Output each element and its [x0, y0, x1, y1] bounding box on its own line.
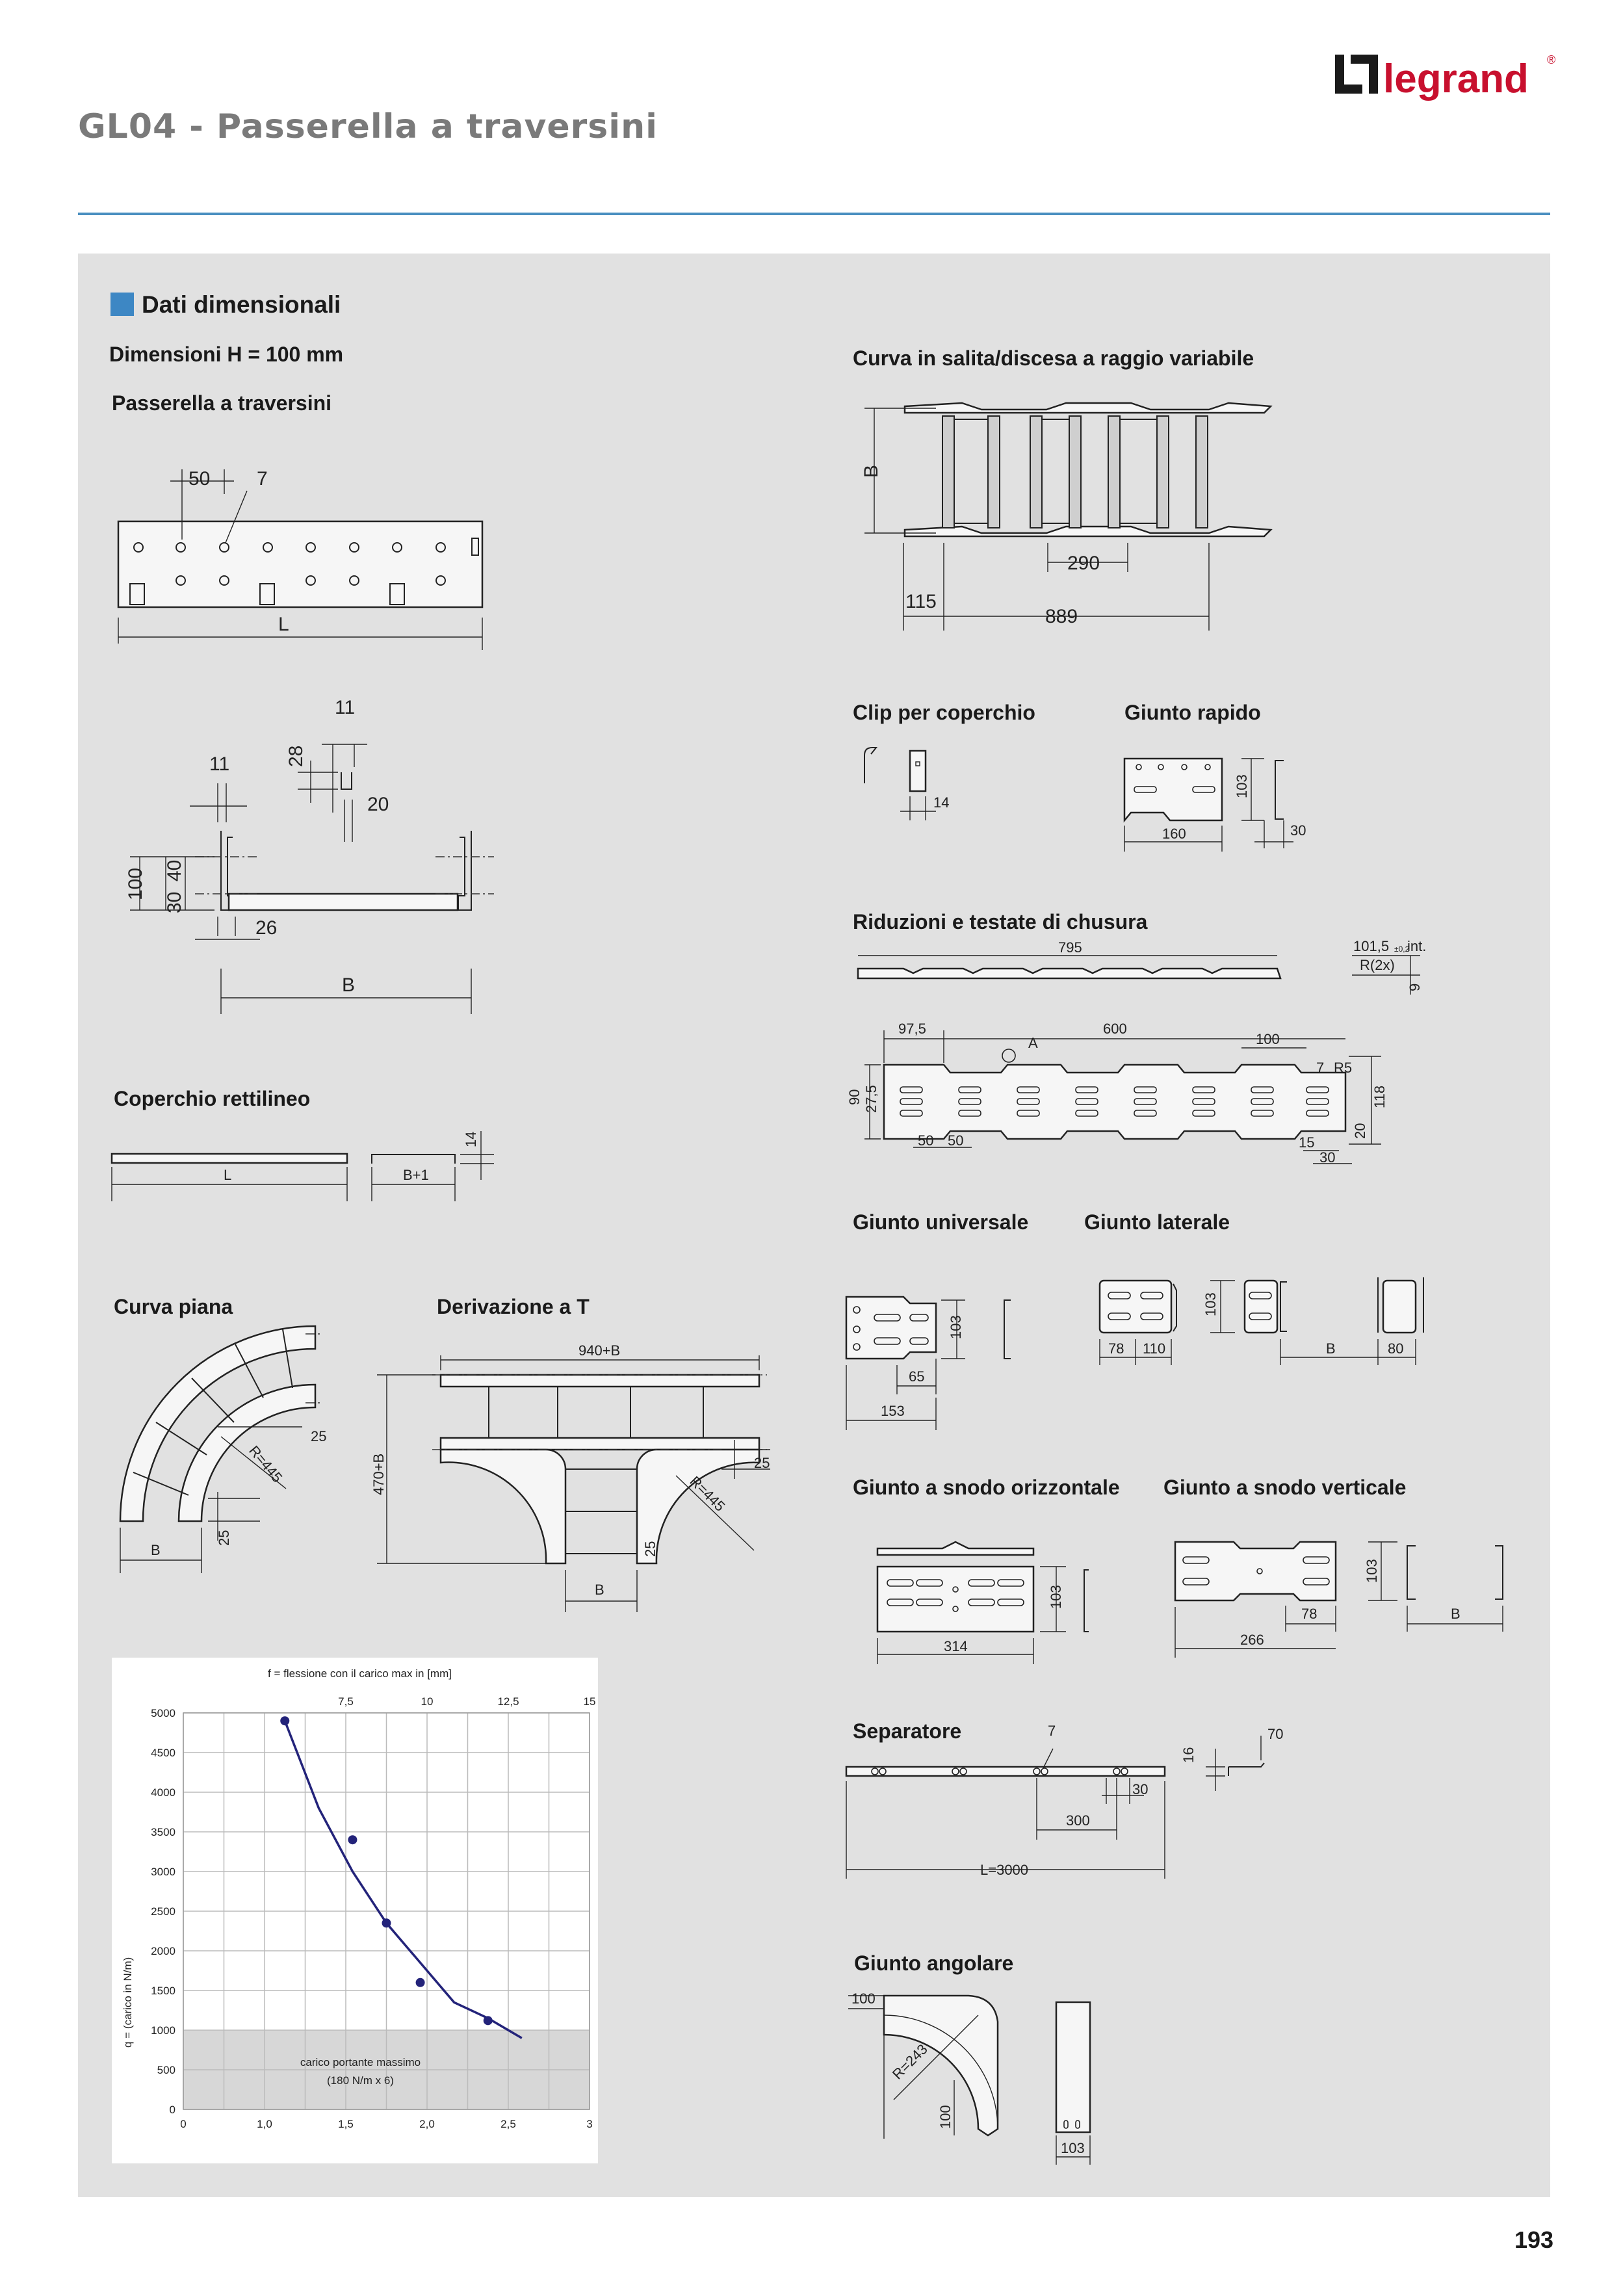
chart-xtick-label: 0: [180, 2118, 187, 2130]
dim-20: 20: [367, 794, 389, 815]
dim-L: L: [278, 614, 289, 635]
chart-annotation-line: carico portante massimo: [300, 2056, 421, 2068]
dim-R243: R=243: [889, 2041, 931, 2083]
dim-100-rid: 100: [1256, 1031, 1280, 1047]
giunto-universale-drawing: [846, 1297, 1011, 1430]
dim-50-a: 50: [918, 1132, 934, 1149]
chart-ytick-label: 4500: [151, 1747, 175, 1759]
dim-tolerance: ±0,2: [1394, 945, 1410, 954]
chart-ytick-label: 500: [157, 2064, 175, 2076]
derivazione-drawing: [370, 1342, 770, 1612]
chart-annotation-line: (180 N/m x 6): [327, 2074, 394, 2087]
dim-30: 30: [164, 891, 185, 913]
dim-B-curva: B: [151, 1542, 161, 1558]
dim-290: 290: [1067, 553, 1100, 574]
section-title: Dati dimensionali: [142, 291, 341, 318]
dim-889: 889: [1045, 606, 1078, 627]
dim-L3000: L=3000: [980, 1862, 1029, 1878]
dim-14-coperchio: 14: [463, 1131, 479, 1147]
chart-ytick-label: 1500: [151, 1985, 175, 1997]
dim-25-deriv-b: 25: [642, 1541, 658, 1557]
page-title: GL04 - Passerella a traversini: [78, 107, 658, 146]
chart-ytick-label: 3000: [151, 1866, 175, 1878]
dim-25-curva-b: 25: [216, 1530, 232, 1546]
dim-70: 70: [1267, 1726, 1284, 1742]
dim-30-sep: 30: [1132, 1781, 1149, 1797]
dim-103-rapido: 103: [1234, 774, 1250, 798]
chart-xtick-label: 1,0: [257, 2118, 272, 2130]
dim-27-5: 27,5: [863, 1085, 879, 1113]
dim-7-rid: 7: [1316, 1060, 1325, 1076]
dim-50-b: 50: [948, 1132, 964, 1149]
dim-B-deriv: B: [595, 1582, 604, 1598]
chart-top-tick-label: 10: [421, 1695, 434, 1708]
dim-101-5: 101,5: [1353, 938, 1390, 954]
dim-30-rapido: 30: [1290, 822, 1306, 839]
dim-103-lat: 103: [1202, 1292, 1219, 1316]
clip-drawing: [864, 748, 949, 820]
dim-16: 16: [1180, 1747, 1197, 1763]
dim-100: 100: [125, 867, 146, 900]
dim-300: 300: [1066, 1812, 1090, 1829]
dim-R5: R5: [1334, 1060, 1353, 1076]
dim-103-ang: 103: [1061, 2140, 1085, 2156]
dim-11-top: 11: [335, 697, 356, 718]
dim-795: 795: [1058, 939, 1082, 956]
chart-xtick-label: 2,0: [419, 2118, 435, 2130]
section-view-drawing: [125, 697, 494, 1014]
dim-26: 26: [255, 917, 278, 939]
page-number: 193: [1514, 2226, 1554, 2253]
brand-registered: ®: [1547, 53, 1556, 66]
chart-xtick-label: 1,5: [338, 2118, 354, 2130]
chart-top-tick-label: 15: [583, 1695, 596, 1708]
label-snodo-orizzontale: Giunto a snodo orizzontale: [853, 1476, 1120, 1499]
chart-top-tick-label: 12,5: [497, 1695, 519, 1708]
dim-R445-deriv: R=445: [686, 1472, 729, 1515]
chart-ytick-label: 3500: [151, 1826, 175, 1838]
dim-115: 115: [905, 591, 937, 612]
label-passerella: Passerella a traversini: [112, 391, 332, 415]
label-curva-piana: Curva piana: [114, 1295, 233, 1318]
load-chart: [112, 1658, 598, 2163]
chart-data-point: [348, 1835, 357, 1844]
dim-153: 153: [881, 1403, 905, 1419]
dim-L-coperchio: L: [224, 1167, 232, 1183]
chart-data-point: [280, 1716, 289, 1725]
dim-97-5: 97,5: [898, 1021, 926, 1037]
dim-103-univ: 103: [948, 1315, 964, 1339]
chart-top-tick-label: 7,5: [338, 1695, 354, 1708]
chart-data-point: [382, 1918, 391, 1927]
snodo-verticale-drawing: [1175, 1542, 1503, 1658]
snodo-orizzontale-drawing: [877, 1542, 1089, 1664]
chart-ytick-label: 0: [169, 2104, 175, 2116]
giunto-laterale-drawing: [1100, 1277, 1423, 1365]
dim-B1: B+1: [403, 1167, 429, 1183]
separatore-drawing: [846, 1723, 1283, 1879]
dim-7: 7: [257, 468, 268, 489]
dim-B-section: B: [342, 974, 356, 996]
dim-30-rid: 30: [1319, 1149, 1336, 1166]
label-snodo-verticale: Giunto a snodo verticale: [1163, 1476, 1407, 1499]
label-riduzioni: Riduzioni e testate di chusura: [853, 910, 1148, 933]
dim-80: 80: [1388, 1340, 1404, 1357]
dim-160: 160: [1162, 826, 1186, 842]
dim-314: 314: [944, 1638, 968, 1654]
chart-ytick-label: 5000: [151, 1707, 175, 1719]
dim-78-lat: 78: [1108, 1340, 1124, 1357]
dim-R445-curva: R=445: [246, 1442, 286, 1486]
label-giunto-universale: Giunto universale: [853, 1210, 1029, 1234]
dim-50: 50: [188, 468, 211, 489]
dimensions-label: Dimensioni H = 100 mm: [109, 343, 344, 366]
chart-ylabel: q = (carico in N/m): [122, 1957, 134, 2048]
dim-90: 90: [846, 1089, 863, 1105]
dim-600: 600: [1103, 1021, 1127, 1037]
dim-15: 15: [1299, 1134, 1315, 1151]
dim-R2x: R(2x): [1360, 957, 1395, 973]
dim-25-deriv: 25: [754, 1455, 770, 1471]
chart-ytick-label: 4000: [151, 1786, 175, 1799]
brand-name: legrand: [1383, 57, 1529, 101]
dim-266: 266: [1240, 1632, 1264, 1648]
chart-ytick-label: 2000: [151, 1945, 175, 1957]
dim-9: 9: [1407, 983, 1423, 991]
dim-65: 65: [909, 1368, 925, 1385]
dim-110: 110: [1143, 1340, 1166, 1357]
dim-40: 40: [164, 859, 185, 881]
dim-470B: 470+B: [370, 1453, 387, 1495]
label-separatore: Separatore: [853, 1719, 962, 1743]
dim-78-snodo: 78: [1301, 1606, 1318, 1622]
curva-salita-drawing: [861, 403, 1271, 631]
dim-940B: 940+B: [578, 1342, 621, 1359]
giunto-angolare-drawing: [848, 1990, 1090, 2165]
riduzioni-drawing: [846, 938, 1426, 1166]
dim-28: 28: [285, 745, 307, 767]
dim-11-left: 11: [209, 753, 230, 775]
dim-25-curva: 25: [311, 1428, 327, 1444]
dim-B-snodo: B: [1451, 1606, 1461, 1622]
dim-7-sep: 7: [1048, 1723, 1056, 1739]
dim-B-salita: B: [861, 464, 882, 478]
label-giunto-angolare: Giunto angolare: [854, 1951, 1014, 1975]
label-clip: Clip per coperchio: [853, 701, 1035, 724]
dim-103-snodo-v: 103: [1364, 1559, 1380, 1583]
chart-data-point: [484, 2016, 493, 2025]
chart-data-point: [416, 1978, 425, 1987]
label-derivazione: Derivazione a T: [437, 1295, 590, 1318]
label-giunto-rapido: Giunto rapido: [1124, 701, 1261, 724]
label-coperchio: Coperchio rettilineo: [114, 1087, 311, 1110]
chart-xtick-label: 2,5: [500, 2118, 516, 2130]
label-A: A: [1028, 1035, 1038, 1051]
chart-xtick-label: 3: [586, 2118, 593, 2130]
dim-20-rid: 20: [1352, 1123, 1368, 1139]
dim-B-lat: B: [1326, 1340, 1336, 1357]
curva-piana-drawing: [120, 1326, 326, 1573]
giunto-rapido-drawing: [1124, 759, 1306, 852]
dim-int: int.: [1407, 938, 1427, 954]
dim-100-ang-a: 100: [851, 1990, 876, 2007]
dim-118: 118: [1371, 1085, 1388, 1108]
label-giunto-laterale: Giunto laterale: [1084, 1210, 1230, 1234]
dim-100-ang-b: 100: [937, 2105, 954, 2129]
passerella-rail-drawing: [118, 468, 482, 650]
label-curva-salita: Curva in salita/discesa a raggio variabile: [853, 346, 1254, 370]
coperchio-drawing: [112, 1131, 494, 1201]
chart-ytick-label: 2500: [151, 1905, 175, 1918]
dim-14-clip: 14: [933, 794, 950, 811]
chart-ytick-label: 1000: [151, 2024, 175, 2037]
dim-103-snodo-o: 103: [1048, 1585, 1064, 1609]
chart-title: f = flessione con il carico max in [mm]: [268, 1667, 452, 1680]
